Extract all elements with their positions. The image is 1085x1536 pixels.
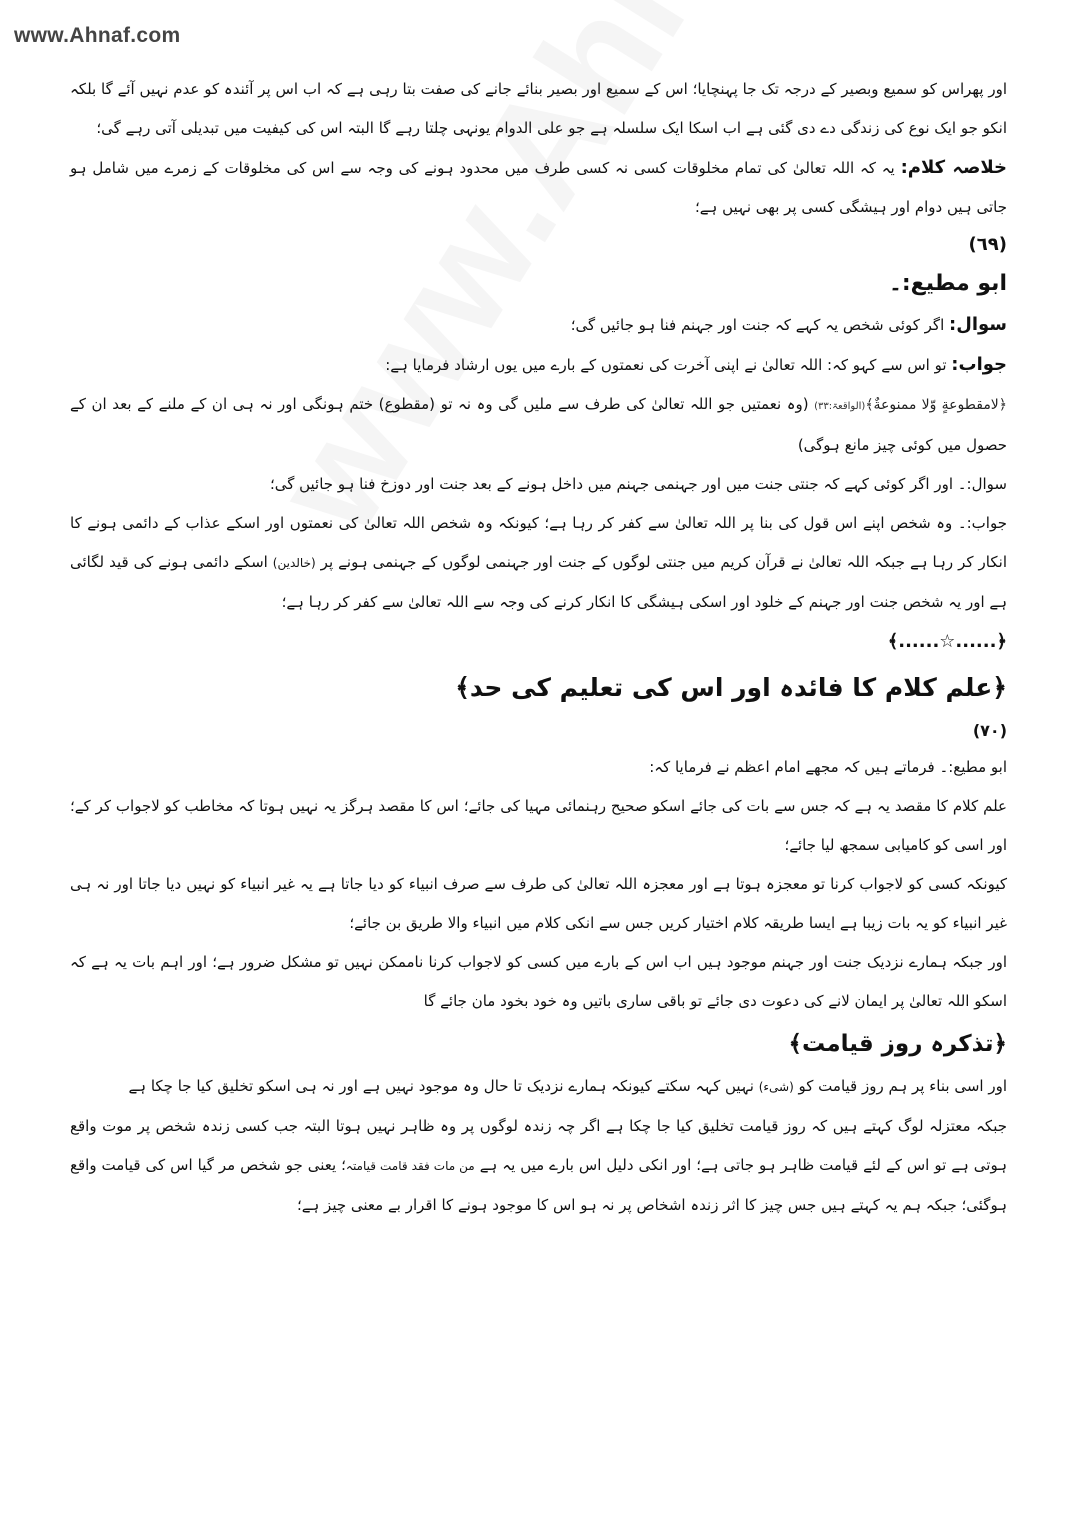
paragraph: علم کلام کا مقصد یہ ہے کہ جس سے بات کی جائے اسکو صحیح رہنمائی مہیا کی جائے؛ اس کا مقصد ہرگز یہ نہیں ہوتا کہ مخاطب کو لاجواب کر کے؛ اور اسی کو کامیابی سمجھ لیا جائے؛ — [70, 797, 1007, 854]
qiyamat-p2-end: ؛ یعنی جو شخص مر گیا اس کی قیامت واقع ہوگئی؛ جبکہ ہم یہ کہتے ہیں جس چیز کا اثر زندہ اشخاص پر نہ ہو اس کا موجود ہونے کا اقرار بے معنی چیز ہے؛ — [70, 1156, 1007, 1214]
question-label: سوال: — [949, 314, 1007, 335]
qiyamat-arabic: من مات فقد قامت قیامتہ — [345, 1159, 475, 1173]
answer-2-end: اسکے دائمی ہونے کی قید لگائی ہے اور یہ شخص جنت اور جہنم کے خلود اور اسکی ہیشگی کا انکار کرنے کی وجہ سے اللہ تعالیٰ سے کفر کر رہا ہے؛ — [70, 553, 1007, 611]
question-text: اگر کوئی شخص یہ کہے کہ جنت اور جہنم فنا ہو جائیں گی؛ — [570, 316, 950, 334]
ayah-reference: (الواقعۃ:۳۳) — [814, 401, 866, 412]
answer-2 — [70, 504, 1007, 622]
summary-label: خلاصہ کلام: — [900, 157, 1007, 178]
summary-paragraph — [70, 148, 1007, 227]
qiyamat-p1-end: نہیں کہہ سکتے کیونکہ ہمارے نزدیک تا حال وہ موجود نہیں ہے اور نہ ہی اسکو تخلیق کیا جا چکا ہے — [128, 1077, 759, 1095]
paragraph — [70, 1067, 1007, 1107]
qiyamat-shay: (شیء) — [758, 1080, 794, 1094]
answer-text: تو اس سے کہو کہ: اللہ تعالیٰ نے اپنی آخرت کی نعمتوں کے بارے میں یوں ارشاد فرمایا ہے: — [385, 356, 952, 374]
qiyamat-p2-start: جبکہ معتزلہ لوگ کہتے ہیں کہ روز قیامت تخلیق کیا جا چکا ہے اگر چہ زندہ لوگوں پر وہ ظاہر نہیں ہوتا البتہ جب کسی زندہ شخص پر موت واقع ہوتی ہے تو اس کے لئے قیامت ظاہر ہو جاتی ہے؛ اور انکی دلیل اس بارے میں یہ ہے — [70, 1117, 1007, 1174]
answer-2-start: جواب:۔ وہ شخص اپنے اس قول کی بنا پر اللہ تعالیٰ سے کفر کر رہا ہے؛ کیونکہ وہ شخص اللہ تعالیٰ کی نعمتوں اور اسکے عذاب کے دائمی ہونے کا انکار کر رہا ہے جبکہ اللہ تعالیٰ نے قرآن کریم میں جنتی لوگوں کے جنت اور جہنمی لوگوں کے جہنمی ہونے پر — [70, 514, 1007, 571]
paragraph — [70, 1107, 1007, 1225]
paragraph: اور جبکہ ہمارے نزدیک جنت اور جہنم موجود ہیں اب اس کے بارے میں کسی کو لاجواب کرنا ناممکن نہیں تو مشکل ضرور ہے؛ اور اہم بات یہ ہے کہ اسکو اللہ تعالیٰ پر ایمان لانے کی دعوت دی جائے تو باقی ساری باتیں وہ خود بخود مان جائے گا — [70, 953, 1007, 1010]
ornament-divider: ﴿......☆......﴾ — [887, 631, 1007, 652]
page-content — [70, 70, 1007, 1225]
intro-70: ابو مطیع:۔ فرماتے ہیں کہ مجھے امام اعظم نے فرمایا کہ: — [649, 758, 1007, 776]
question-1 — [70, 305, 1007, 345]
paragraph: اور پھراس کو سمیع وبصیر کے درجہ تک جا پہنچایا؛ اس کے سمیع اور بصیر بنائے جانے کی صفت بتا رہی ہے کہ اب اس پر آئندہ کو عدم نہیں آئے گا بلکہ انکو جو ایک نوع کی زندگی دے دی گئی ہے اب اسکا ایک سلسلہ ہے جو علی الدوام یونہی چلتا رہے گا البتہ اس کی کیفیت میں تبدیلی آتی رہے گی؛ — [70, 80, 1007, 137]
heading-qiyamat: ﴿تذکرہ روز قیامت﴾ — [788, 1031, 1007, 1057]
narrator: ابو مطیع:۔ — [888, 271, 1007, 296]
ayah-translation: (وہ نعمتیں جو اللہ تعالیٰ کی طرف سے ملیں گی وہ نہ تو (مقطوع) ختم ہونگی اور نہ ہی ان کے ملنے کے بعد ان کے حصول میں کوئی چیز مانع ہوگی) — [70, 395, 1007, 454]
ayah-paragraph — [70, 385, 1007, 465]
heading-ilm-kalam: ﴿علم کلام کا فائدہ اور اس کی تعلیم کی حد﴾ — [455, 673, 1007, 702]
summary-text: یہ کہ اللہ تعالیٰ کی تمام مخلوقات کسی نہ کسی طرف میں محدود ہونے کی وجہ سے اس کی مخلوقات کے زمرے میں شامل ہو جاتی ہیں دوام اور ہیشگی کسی پر بھی نہیں ہے؛ — [70, 159, 1007, 216]
section-number-70: (٧٠) — [972, 721, 1007, 740]
site-url[interactable]: www.Ahnaf.com — [14, 24, 181, 47]
answer-1 — [70, 345, 1007, 385]
qiyamat-p1-start: اور اسی بناء پر ہم روز قیامت کو — [793, 1077, 1007, 1095]
answer-label: جواب: — [951, 354, 1007, 375]
ayah: ﴿لامقطوعةٍ وّلا ممنوعةٌ﴾ — [865, 397, 1007, 413]
section-number-69: (٦٩) — [968, 234, 1007, 255]
question-2: سوال:۔ اور اگر کوئی کہے کہ جنتی جنت میں اور جہنمی جہنم میں داخل ہونے کے بعد جنت اور دوزخ فنا ہو جائیں گی؛ — [269, 475, 1007, 493]
paragraph: کیونکہ کسی کو لاجواب کرنا تو معجزہ ہوتا ہے اور معجزہ اللہ تعالیٰ کی طرف سے صرف انبیاء کو دیا جاتا ہے یہ غیر انبیاء کو نہیں دیا جاتا اور نہ ہی غیر انبیاء کو یہ بات زیبا ہے ایسا طریقہ کلام اختیار کریں جس سے انکی کلام میں انبیاء والا طریق بن جائے؛ — [70, 875, 1007, 932]
answer-2-quote: (خالدین) — [272, 556, 316, 570]
